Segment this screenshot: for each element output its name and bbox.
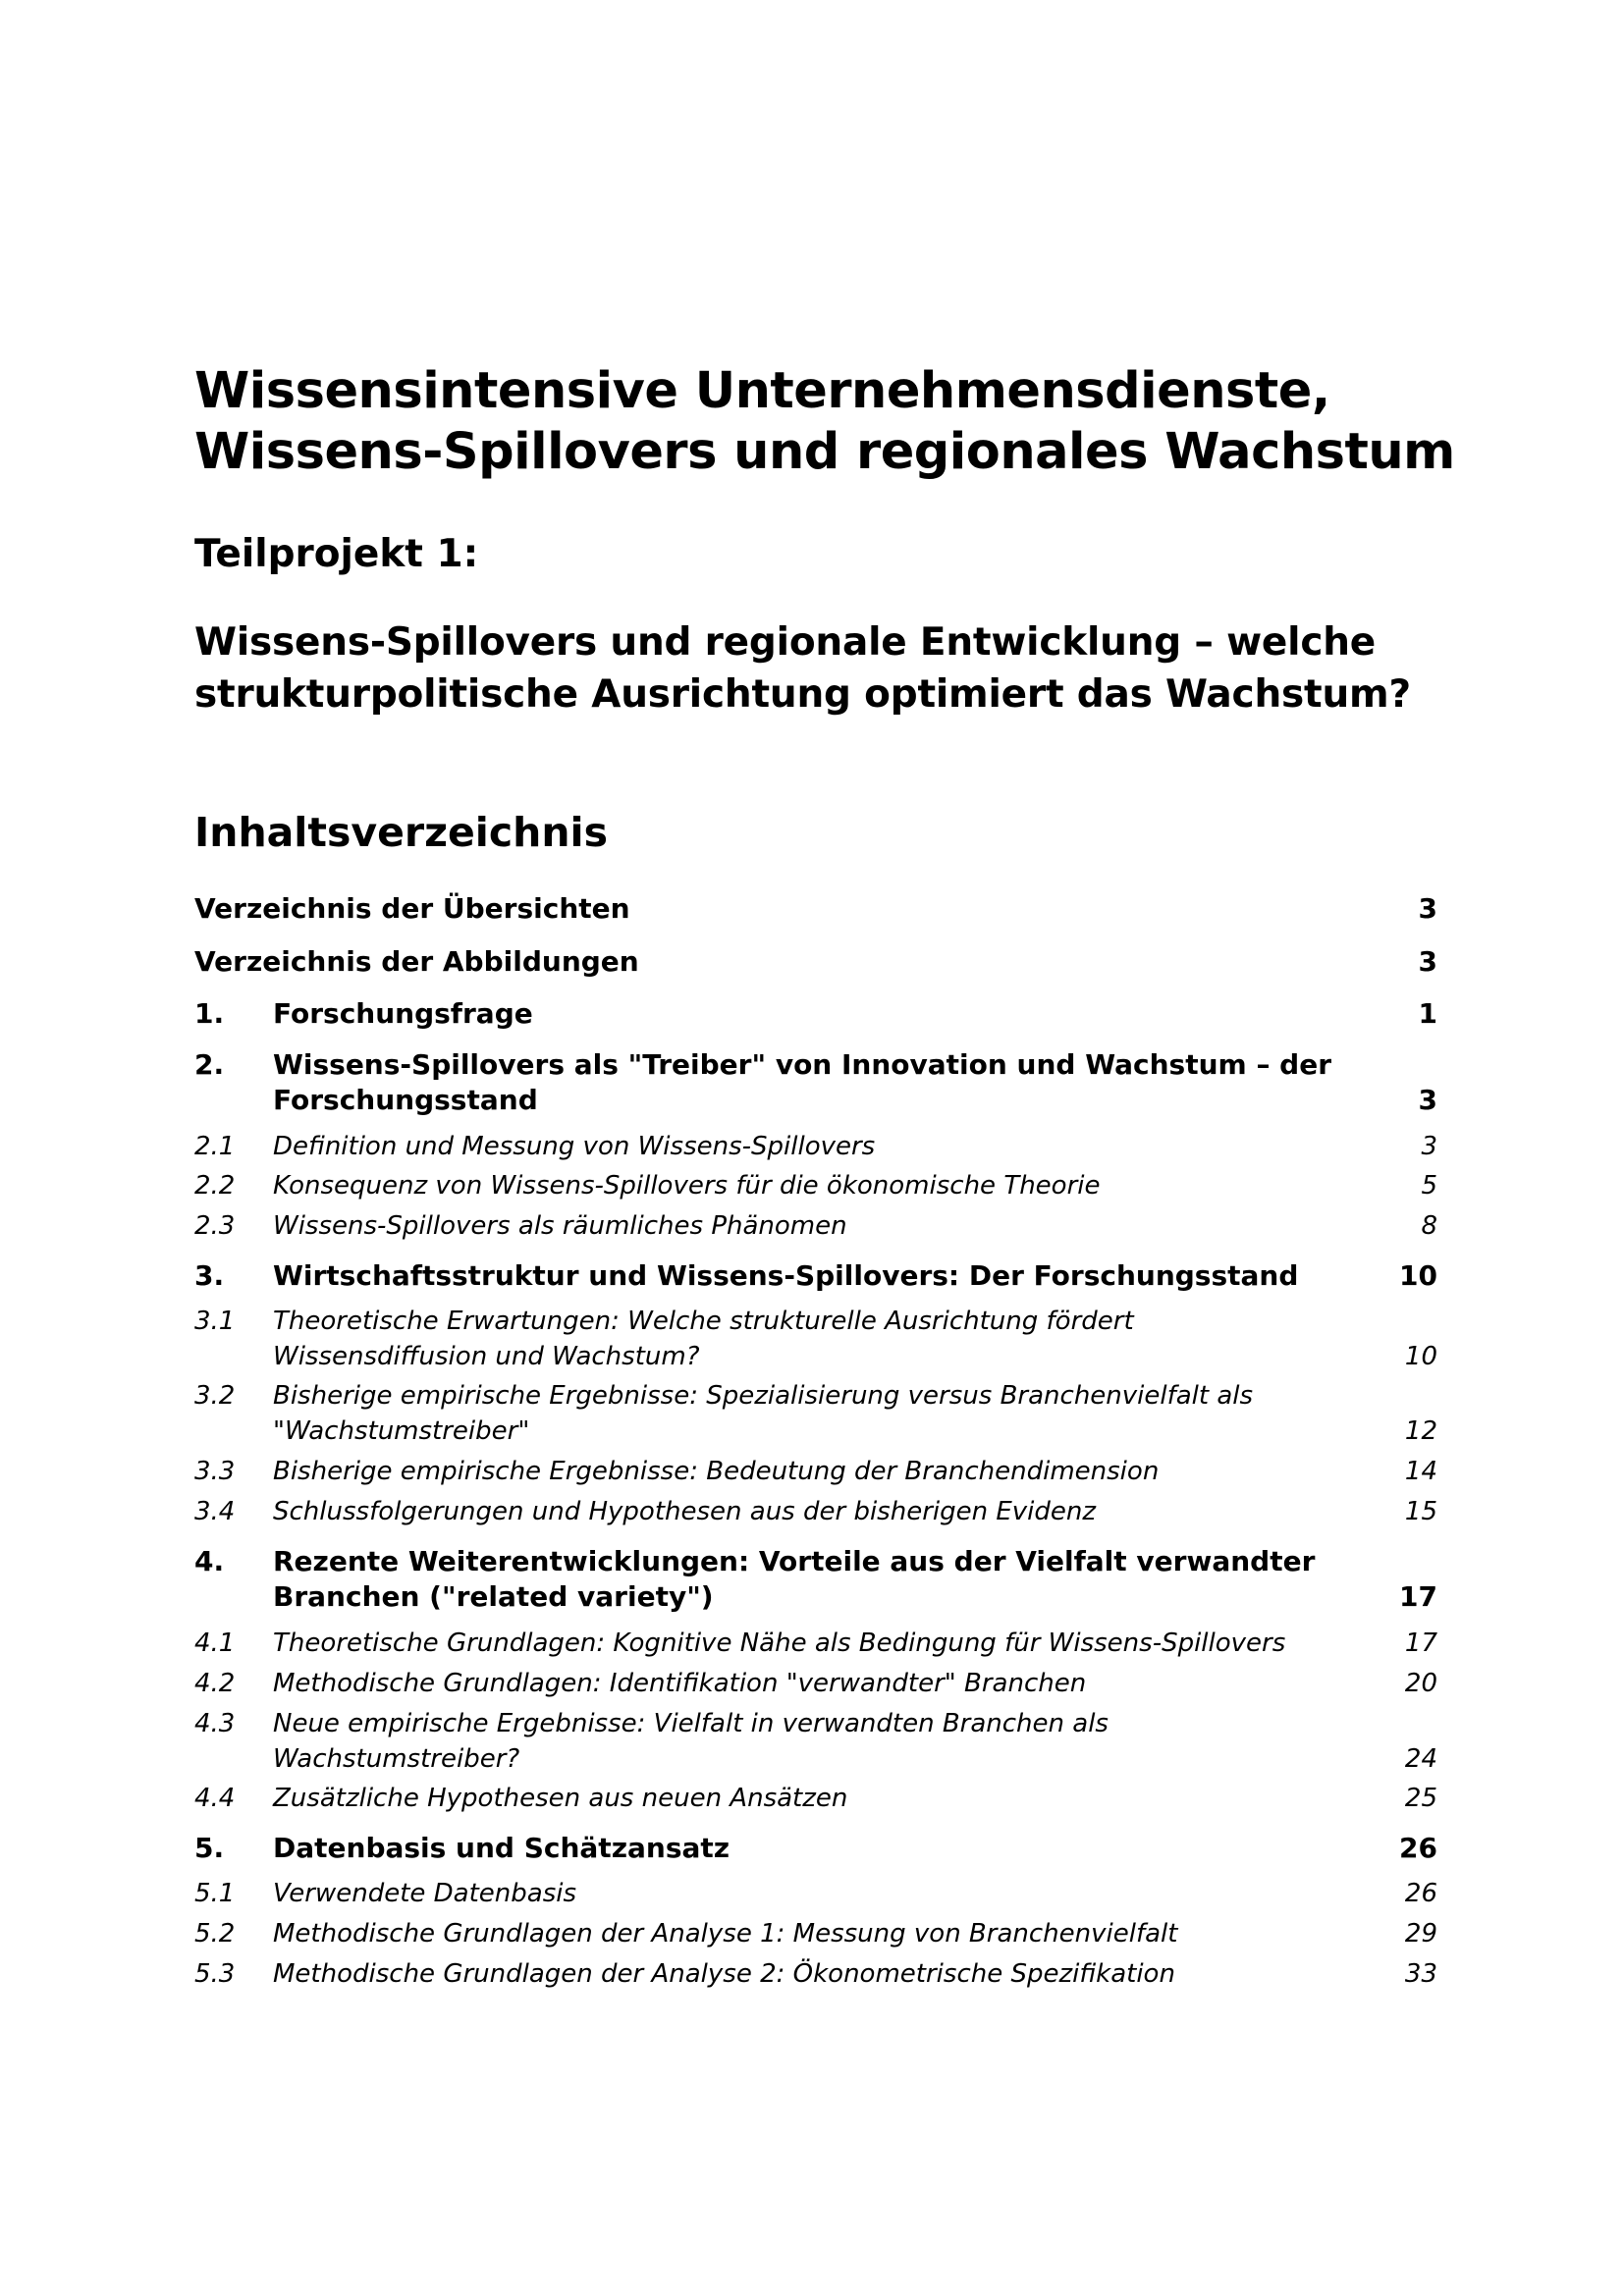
toc-entry-number: 2.	[194, 1048, 225, 1081]
toc-entry-text	[273, 1544, 1333, 1615]
toc-entry-page: 5	[1421, 1171, 1437, 1201]
subproject-title-line-2: strukturpolitische Ausrichtung optimiert das Wachstum?	[194, 672, 1411, 717]
toc-entry-number: 2.1	[194, 1132, 236, 1161]
toc-entry-line: Methodische Grundlagen der Analyse 2: Ökonometrische Spezifikation	[273, 1959, 1175, 1989]
toc-entry-line: Neue empirische Ergebnisse: Vielfalt in verwandten Branchen als	[273, 1709, 1109, 1738]
toc-entry-line: Methodische Grundlagen der Analyse 1: Messung von Branchenvielfalt	[273, 1919, 1178, 1949]
toc-entry-number: 3.3	[194, 1457, 236, 1486]
toc-entry-line: Verzeichnis der Übersichten	[194, 892, 630, 925]
toc-entry-text	[273, 1626, 1333, 1661]
toc-entry-number: 4.1	[194, 1629, 236, 1658]
toc-entry-text	[273, 996, 1333, 1032]
toc-entry-text	[194, 944, 1353, 980]
toc-entry-line: Bisherige empirische Ergebnisse: Bedeutung der Branchendimension	[273, 1457, 1160, 1486]
toc-entry-line: Methodische Grundlagen: Identifikation "verwandter" Branchen	[273, 1669, 1087, 1698]
toc-entry-number: 2.3	[194, 1211, 236, 1241]
toc-entry-line: Verzeichnis der Abbildungen	[194, 945, 639, 978]
toc-entry-page: 3	[1421, 1132, 1437, 1161]
toc-entry-line: Schlussfolgerungen und Hypothesen aus der bisherigen Evidenz	[273, 1497, 1097, 1526]
toc-entry-line: Wissensdiffusion und Wachstum?	[273, 1342, 700, 1371]
toc-entry-page: 15	[1404, 1497, 1437, 1526]
toc-entry-number: 3.2	[194, 1381, 236, 1411]
toc-entry-text	[273, 1378, 1333, 1449]
toc-entry-number: 4.3	[194, 1709, 236, 1738]
toc-entry-text	[273, 1258, 1333, 1294]
toc-entry-line: Wirtschaftsstruktur und Wissens-Spillovers: Der Forschungsstand	[273, 1259, 1299, 1292]
toc-entry-page: 17	[1399, 1580, 1437, 1613]
toc-entry-page: 10	[1399, 1259, 1437, 1292]
title-line-1: Wissensintensive Unternehmensdienste,	[194, 362, 1330, 420]
toc-entry-line: Wachstumstreiber?	[273, 1744, 520, 1774]
toc-entry-page: 1	[1418, 997, 1437, 1030]
toc-entry-number: 3.	[194, 1259, 225, 1292]
toc-entry-text	[273, 1129, 1333, 1164]
toc-entry-line: Branchen ("related variety")	[273, 1580, 714, 1613]
toc-entry-text	[273, 1666, 1333, 1701]
toc-entry-number: 3.1	[194, 1307, 236, 1336]
toc-entry-text	[273, 1304, 1333, 1374]
toc-entry-line: Verwendete Datenbasis	[273, 1879, 577, 1908]
toc-entry-number: 1.	[194, 997, 225, 1030]
toc-entry-text	[273, 1876, 1333, 1911]
toc-entry-page: 3	[1418, 945, 1437, 978]
toc-entry-line: Zusätzliche Hypothesen aus neuen Ansätzen	[273, 1784, 848, 1813]
toc-entry-text	[273, 1956, 1333, 1992]
toc-entry-line: Datenbasis und Schätzansatz	[273, 1832, 730, 1864]
toc-entry-text	[273, 1916, 1333, 1951]
toc-entry-line: Wissens-Spillovers als räumliches Phänomen	[273, 1211, 847, 1241]
toc-entry-text	[273, 1208, 1333, 1244]
toc-entry-line: "Wachstumstreiber"	[273, 1416, 530, 1446]
toc-entry-number: 5.	[194, 1832, 225, 1864]
toc-entry-line: Forschungsstand	[273, 1084, 538, 1116]
toc-entry-page: 33	[1404, 1959, 1437, 1989]
toc-heading: Inhaltsverzeichnis	[194, 809, 608, 856]
toc-entry-line: Definition und Messung von Wissens-Spillovers	[273, 1132, 876, 1161]
toc-entry-line: Theoretische Erwartungen: Welche strukturelle Ausrichtung fördert	[273, 1307, 1134, 1336]
toc-entry-number: 5.1	[194, 1879, 236, 1908]
subproject-title-line-1: Wissens-Spillovers und regionale Entwicklung – welche	[194, 620, 1377, 665]
toc-entry-page: 10	[1404, 1342, 1437, 1371]
toc-entry-text	[273, 1781, 1333, 1816]
toc-entry-number: 4.4	[194, 1784, 236, 1813]
toc-entry-line: Theoretische Grundlagen: Kognitive Nähe als Bedingung für Wissens-Spillovers	[273, 1629, 1286, 1658]
toc-entry-text	[273, 1454, 1333, 1489]
title-line-2: Wissens-Spillovers und regionales Wachstum	[194, 423, 1455, 481]
toc-entry-text	[273, 1831, 1333, 1866]
document-page	[194, 0, 1455, 2296]
toc-entry-page: 20	[1404, 1669, 1437, 1698]
toc-entry-number: 5.3	[194, 1959, 236, 1989]
toc-entry-text	[273, 1047, 1333, 1118]
toc-entry-number: 2.2	[194, 1171, 236, 1201]
toc-entry-line: Rezente Weiterentwicklungen: Vorteile aus der Vielfalt verwandter	[273, 1545, 1316, 1577]
subproject-label: Teilprojekt 1:	[194, 532, 479, 576]
toc-entry-page: 3	[1418, 1084, 1437, 1116]
toc-entry-page: 8	[1421, 1211, 1437, 1241]
toc-entry-page: 14	[1404, 1457, 1437, 1486]
toc-entry-number: 3.4	[194, 1497, 236, 1526]
subproject-title	[194, 616, 1437, 721]
toc-entry-page: 12	[1404, 1416, 1437, 1446]
toc-entry-text	[194, 891, 1353, 927]
toc-entry-line: Konsequenz von Wissens-Spillovers für die ökonomische Theorie	[273, 1171, 1101, 1201]
toc-entry-line: Wissens-Spillovers als "Treiber" von Innovation und Wachstum – der	[273, 1048, 1332, 1081]
toc-entry-text	[273, 1494, 1333, 1529]
toc-entry-page: 26	[1404, 1879, 1437, 1908]
toc-entry-text	[273, 1706, 1333, 1777]
toc-entry-page: 17	[1404, 1629, 1437, 1658]
toc-entry-line: Bisherige empirische Ergebnisse: Spezialisierung versus Branchenvielfalt als	[273, 1381, 1254, 1411]
toc-entry-page: 25	[1404, 1784, 1437, 1813]
document-title	[194, 361, 1455, 483]
toc-entry-page: 29	[1404, 1919, 1437, 1949]
toc-entry-number: 4.2	[194, 1669, 236, 1698]
toc-entry-number: 5.2	[194, 1919, 236, 1949]
toc-entry-text	[273, 1168, 1333, 1203]
toc-entry-page: 24	[1404, 1744, 1437, 1774]
toc-entry-page: 3	[1418, 892, 1437, 925]
toc-entry-line: Forschungsfrage	[273, 997, 533, 1030]
toc-entry-page: 26	[1399, 1832, 1437, 1864]
toc-entry-number: 4.	[194, 1545, 225, 1577]
